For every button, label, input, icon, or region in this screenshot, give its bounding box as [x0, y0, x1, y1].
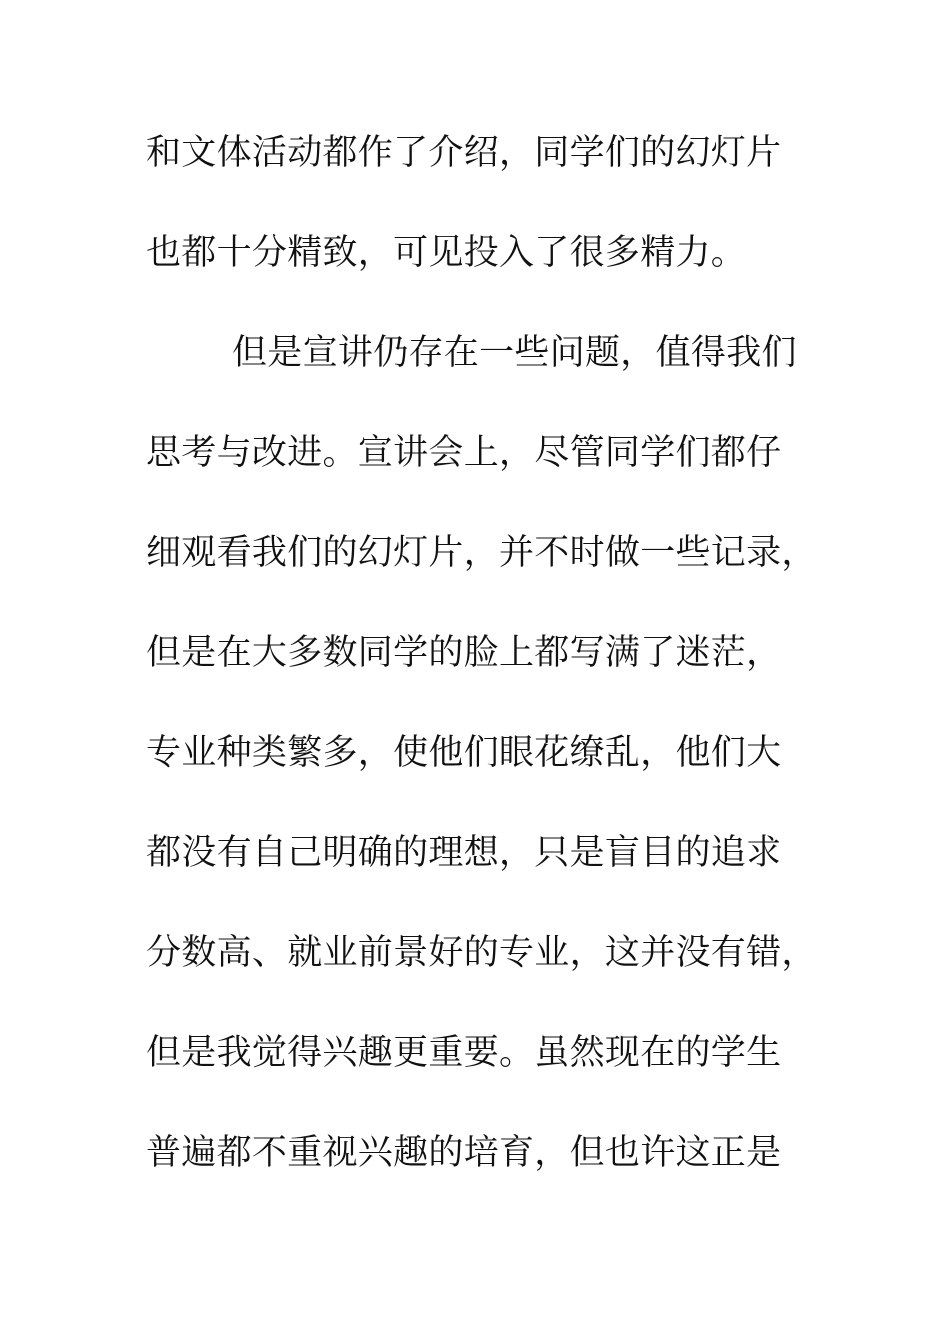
text-line: 但是在大多数同学的脸上都写满了迷茫， — [146, 633, 782, 673]
text-line: 都没有自己明确的理想，只是盲目的追求 — [146, 833, 782, 873]
text-line: 但是我觉得兴趣更重要。虽然现在的学生 — [146, 1033, 782, 1073]
paragraph-start-line: 但是宣讲仍存在一些问题，值得我们 — [232, 333, 797, 373]
text-line: 普遍都不重视兴趣的培育，但也许这正是 — [146, 1133, 782, 1173]
text-line: 专业种类繁多，使他们眼花缭乱，他们大 — [146, 733, 782, 773]
text-line: 细观看我们的幻灯片，并不时做一些记录， — [146, 533, 817, 573]
text-line: 分数高、就业前景好的专业，这并没有错， — [146, 933, 817, 973]
text-line: 也都十分精致，可见投入了很多精力。 — [146, 233, 747, 273]
text-line: 和文体活动都作了介绍，同学们的幻灯片 — [146, 133, 782, 173]
text-line: 思考与改进。宣讲会上，尽管同学们都仔 — [146, 433, 782, 473]
